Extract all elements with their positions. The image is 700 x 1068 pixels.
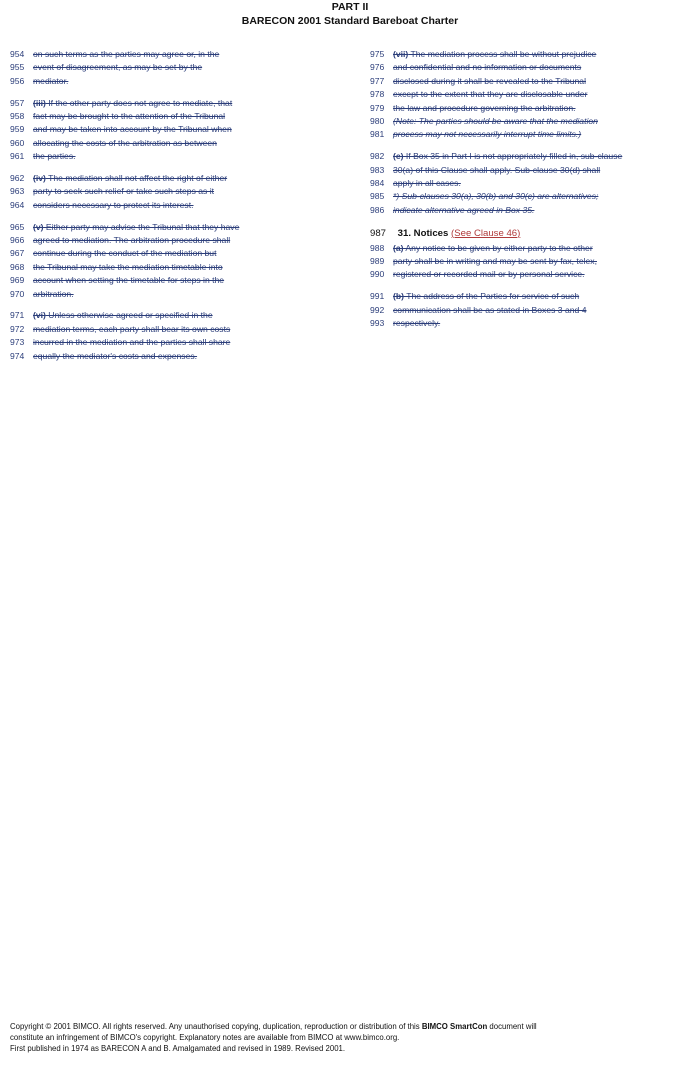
line-number: 968 <box>10 261 25 272</box>
clause-paragraph <box>10 97 340 164</box>
line-number: 959 <box>10 124 25 135</box>
bimco-smartcon-brand: BIMCO SmartCon <box>421 1022 488 1031</box>
clause-paragraph <box>370 150 695 217</box>
line-number: 984 <box>370 178 385 189</box>
clause-line <box>370 304 695 317</box>
clause-text: (iv) <box>33 173 46 184</box>
clause-paragraph <box>370 242 695 282</box>
line-number: 981 <box>370 129 385 140</box>
line-number: 974 <box>10 350 25 361</box>
line-number: 971 <box>10 310 25 321</box>
document-title: BARECON 2001 Standard Bareboat Charter <box>241 15 459 27</box>
clause-line <box>10 247 340 260</box>
clause-text: equally the mediator's costs and expenses. <box>33 350 198 361</box>
clause-line <box>10 48 340 61</box>
line-number: 958 <box>10 111 25 122</box>
clause-text: the parties. <box>33 151 76 162</box>
line-number: 993 <box>370 318 385 329</box>
line-number: 991 <box>370 291 385 302</box>
clause-line <box>10 61 340 74</box>
clause-line <box>370 164 695 177</box>
clause-line <box>10 288 340 301</box>
right-column <box>370 48 695 339</box>
left-column <box>10 48 340 371</box>
clause-text: apply in all cases. <box>393 178 461 189</box>
footer-line-3: First published in 1974 as BARECON A and B. Amalgamated and revised in 1989. Revised 2001. <box>10 1044 346 1053</box>
line-number: 988 <box>370 242 385 253</box>
line-number: 961 <box>10 151 25 162</box>
clause-text: arbitration. <box>33 288 74 299</box>
line-number: 975 <box>370 49 385 59</box>
clause-text: and confidential and no information or documents <box>393 62 582 73</box>
line-number: 986 <box>370 204 385 215</box>
clause-paragraph <box>10 172 340 212</box>
clause-text: *) Sub-clauses 30(a), 30(b) and 30(c) are alternatives; <box>393 191 599 202</box>
line-number: 963 <box>10 186 25 197</box>
clause-paragraph <box>370 48 695 142</box>
line-number: 964 <box>10 199 25 210</box>
clause-line <box>10 274 340 287</box>
clause-text: The mediation shall not affect the right of either <box>45 173 228 184</box>
clause-line <box>10 199 340 212</box>
line-number: 965 <box>10 221 25 232</box>
line-number: 955 <box>10 62 25 73</box>
clause-text: (b) <box>393 291 404 302</box>
notices-clauses <box>370 242 695 331</box>
clause-text: respectively. <box>393 318 441 329</box>
clause-paragraph <box>370 290 695 330</box>
clause-text: process may not necessarily interrupt time limits.) <box>393 129 582 140</box>
clause-text: disclosed during it shall be revealed to the Tribunal <box>393 75 586 86</box>
clause-text: (iii) <box>33 97 46 108</box>
clause-line <box>10 137 340 150</box>
clause-line <box>370 75 695 88</box>
clause-line <box>10 309 340 322</box>
clause-text: allocating the costs of the arbitration as between <box>33 137 217 148</box>
line-number: 962 <box>10 173 25 184</box>
clause-line <box>10 323 340 336</box>
line-number: 972 <box>10 323 25 334</box>
clause-text: except to the extent that they are disclosable under <box>393 89 588 100</box>
clause-line <box>10 123 340 136</box>
clause-text: If the other party does not agree to mediate, that <box>45 97 233 108</box>
clause-line <box>370 290 695 303</box>
clause-text: mediator. <box>33 75 69 86</box>
clause-line <box>370 102 695 115</box>
clause-text: party shall be in writing and may be sent by fax, telex, <box>393 256 597 267</box>
line-number: 976 <box>370 62 385 73</box>
clause-text: event of disagreement, as may be set by the <box>33 62 203 73</box>
clause-paragraph <box>10 309 340 363</box>
clause-line <box>370 255 695 268</box>
clause-line <box>370 61 695 74</box>
clause-text: Any notice to be given by either party to the other <box>403 242 593 253</box>
clause-line <box>10 97 340 110</box>
clause-text: 30(a) of this Clause shall apply. Sub-clause 30(d) shall <box>393 164 601 175</box>
line-number: 987 <box>370 227 387 239</box>
clause-line <box>370 128 695 141</box>
clause-line <box>10 221 340 234</box>
clause-text: The address of the Parties for service of such <box>403 291 580 302</box>
part-label: PART II <box>331 1 369 13</box>
footer-line-2: constitute an infringement of BIMCO's copyright. Explanatory notes are available from BIMCO at www.bimco.org. <box>10 1033 400 1042</box>
clause-text: agreed to mediation. The arbitration procedure shall <box>33 235 231 246</box>
clause-line <box>10 350 340 363</box>
clause-text: the Tribunal may take the mediation timetable into <box>33 261 223 272</box>
line-number: 967 <box>10 248 25 259</box>
clause-line <box>10 150 340 163</box>
clause-line <box>10 172 340 185</box>
clause-text: (v) <box>33 221 44 232</box>
line-number: 973 <box>10 337 25 348</box>
clause-text: registered or recorded mail or by personal service. <box>393 269 585 280</box>
footer-line-1: Copyright © 2001 BIMCO. All rights reserved. Any unauthorised copying, duplication, reproduction or distribution of this BIMCO SmartCon document will <box>10 1022 537 1031</box>
clause-line <box>10 336 340 349</box>
line-number: 982 <box>370 151 385 162</box>
clause-line <box>10 261 340 274</box>
clause-text: The mediation process shall be without prejudice <box>408 49 597 59</box>
line-number: 992 <box>370 304 385 315</box>
clause-line <box>370 88 695 101</box>
clause-text: account when setting the timetable for steps in the <box>33 275 225 286</box>
clause-text: (Note: The parties should be aware that the mediation <box>393 116 598 127</box>
clause-line <box>370 268 695 281</box>
clause-line <box>370 317 695 330</box>
clause-text: mediation terms, each party shall bear its own costs <box>33 323 231 334</box>
clause-text: on such terms as the parties may agree or, in the <box>33 49 220 59</box>
line-number: 989 <box>370 256 385 267</box>
clause-text: (vi) <box>33 310 46 321</box>
clause-text: the law and procedure governing the arbitration. <box>393 102 576 113</box>
clause-line <box>370 190 695 203</box>
clause-line <box>370 150 695 163</box>
line-number: 978 <box>370 89 385 100</box>
clause-paragraph <box>10 221 340 301</box>
clause-paragraph <box>10 48 340 88</box>
clause-text: fact may be brought to the attention of the Tribunal <box>33 111 226 122</box>
line-number: 977 <box>370 75 385 86</box>
line-number: 966 <box>10 235 25 246</box>
line-number: 970 <box>10 288 25 299</box>
clause-text: Unless otherwise agreed or specified in the <box>45 310 213 321</box>
copyright-footer <box>10 1021 695 1054</box>
clause-line <box>10 75 340 88</box>
clause-text: continue during the conduct of the mediation but <box>33 248 217 259</box>
line-number: 957 <box>10 97 25 108</box>
clause-line <box>370 115 695 128</box>
line-number: 960 <box>10 137 25 148</box>
clause-line <box>10 185 340 198</box>
line-number: 983 <box>370 164 385 175</box>
clause-text: incurred in the mediation and the parties shall share <box>33 337 231 348</box>
line-number: 980 <box>370 116 385 127</box>
clause-text: If Box 35 in Part I is not appropriately filled in, sub-clause <box>403 151 623 162</box>
clause-text: (a) <box>393 242 404 253</box>
line-number: 969 <box>10 275 25 286</box>
clause-text: (e) <box>393 151 404 162</box>
clause-line <box>370 177 695 190</box>
right-column-clauses <box>370 48 695 217</box>
page-header <box>0 1 700 28</box>
clause-line <box>370 204 695 217</box>
line-number: 956 <box>10 75 25 86</box>
line-number: 954 <box>10 49 25 59</box>
clause-line <box>370 242 695 255</box>
see-clause-46-link[interactable]: (See Clause 46) <box>451 227 521 239</box>
line-number: 985 <box>370 191 385 202</box>
clause-line <box>10 110 340 123</box>
line-number: 990 <box>370 269 385 280</box>
clause-text: party to seek such relief or take such steps as it <box>33 186 215 197</box>
clause-line <box>370 48 695 61</box>
notices-title: 31. Notices <box>397 227 449 239</box>
clause-text: (vii) <box>393 49 409 59</box>
clause-text: Either party may advise the Tribunal that they have <box>43 221 240 232</box>
clause-text: communication shall be as stated in Boxes 3 and 4 <box>393 304 587 315</box>
clause-text: and may be taken into account by the Tribunal when <box>33 124 232 135</box>
clause-line <box>10 234 340 247</box>
line-number: 979 <box>370 102 385 113</box>
notices-heading <box>370 226 695 241</box>
clause-text: indicate alternative agreed in Box 35. <box>393 204 535 215</box>
clause-text: considers necessary to protect its interest. <box>33 199 194 210</box>
